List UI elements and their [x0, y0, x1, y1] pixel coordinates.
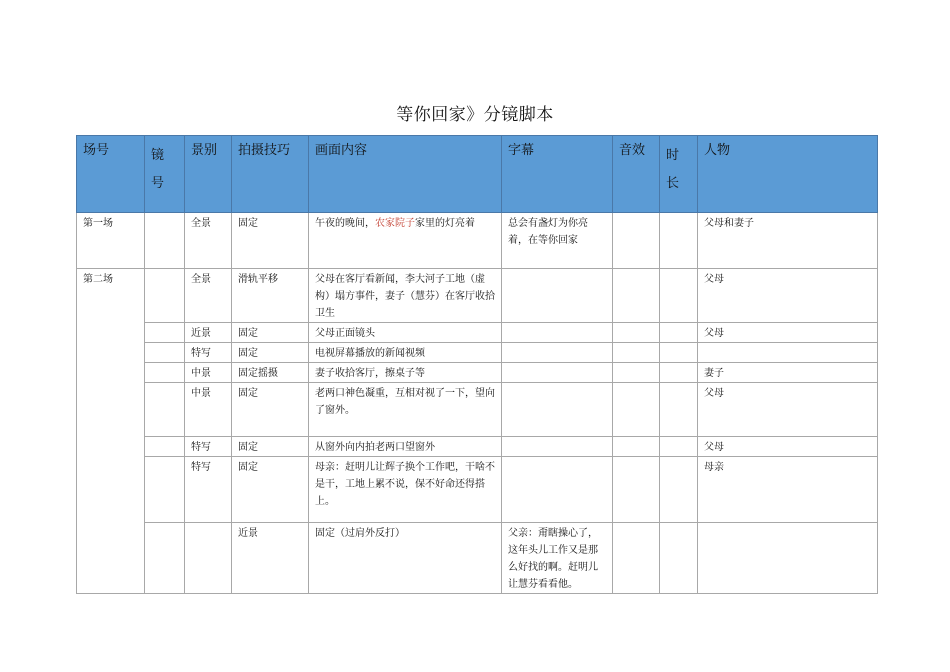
content-cell: 父亲：甭瞎操心了，这年头儿工作又是那么好找的啊。赶明儿让慧芬看看他。 — [502, 523, 613, 594]
header-duration-line2: 长 — [666, 176, 680, 191]
technique-cell: 固定摇摄 — [232, 363, 309, 383]
content-cell — [309, 213, 502, 269]
shot-size-cell: 近景 — [185, 323, 232, 343]
shot-size-cell: 特写 — [185, 457, 232, 523]
scene-cell — [145, 523, 185, 594]
technique-cell: 固定 — [232, 437, 309, 457]
characters-cell: 父母 — [698, 269, 878, 323]
duration-cell — [660, 363, 698, 383]
subtitle-cell — [502, 323, 613, 343]
technique-cell: 固定 — [232, 343, 309, 363]
shot-no-cell — [145, 269, 185, 323]
header-duration — [660, 136, 698, 213]
sound-cell — [613, 269, 660, 323]
duration-cell — [660, 323, 698, 343]
shot-no-cell — [145, 323, 185, 343]
sound-cell — [613, 343, 660, 363]
header-duration-line1: 时 — [666, 148, 680, 163]
shot-no-cell — [145, 457, 185, 523]
shot-size-cell: 特写 — [185, 343, 232, 363]
subtitle-cell — [502, 437, 613, 457]
scene-cell: 第一场 — [77, 213, 145, 269]
table-row — [77, 383, 878, 437]
technique-cell: 固定 — [232, 457, 309, 523]
duration-cell — [660, 343, 698, 363]
sound-cell — [613, 213, 660, 269]
header-shot-size: 景别 — [185, 136, 232, 213]
table-row — [77, 323, 878, 343]
shot-no-cell — [145, 213, 185, 269]
characters-cell: 父母和妻子 — [698, 213, 878, 269]
table-row — [77, 269, 878, 323]
table-row — [77, 523, 878, 594]
table-row — [77, 343, 878, 363]
highlighted-location: 农家院子 — [375, 218, 415, 229]
table-row — [77, 213, 878, 269]
subtitle-cell — [613, 523, 660, 594]
header-subtitle: 字幕 — [502, 136, 613, 213]
content-cell: 母亲：赶明儿让辉子换个工作吧，干啥不是干，工地上累不说，保不好命还得搭上。 — [309, 457, 502, 523]
subtitle-cell — [502, 343, 613, 363]
scene-cell: 第二场 — [77, 269, 145, 594]
header-characters: 人物 — [698, 136, 878, 213]
duration-cell — [660, 457, 698, 523]
table-row — [77, 457, 878, 523]
table-row — [77, 437, 878, 457]
characters-cell: 父母 — [698, 383, 878, 437]
technique-cell: 固定 — [232, 213, 309, 269]
content-cell: 从窗外向内拍老两口望窗外 — [309, 437, 502, 457]
shot-size-cell: 全景 — [185, 213, 232, 269]
header-shot-no-line1: 镜 — [151, 148, 165, 163]
content-cell: 父母在客厅看新闻，李大河子工地（虚构）塌方事件，妻子（慧芬）在客厅收拾卫生 — [309, 269, 502, 323]
shot-no-cell — [145, 437, 185, 457]
duration-cell — [660, 213, 698, 269]
sound-cell — [613, 323, 660, 343]
subtitle-cell — [502, 363, 613, 383]
header-scene-no: 场号 — [77, 136, 145, 213]
shot-no-cell — [145, 343, 185, 363]
shot-size-cell: 特写 — [185, 437, 232, 457]
content-text: 家里的灯亮着 — [415, 218, 475, 229]
duration-cell — [698, 523, 878, 594]
header-row — [77, 136, 878, 213]
characters-cell — [698, 343, 878, 363]
shot-size-cell: 全景 — [185, 269, 232, 323]
table-row — [77, 363, 878, 383]
duration-cell — [660, 269, 698, 323]
header-content: 画面内容 — [309, 136, 502, 213]
technique-cell: 滑轨平移 — [232, 269, 309, 323]
technique-cell: 固定（过肩外反打） — [309, 523, 502, 594]
content-text: 午夜的晚间， — [315, 218, 375, 229]
shot-no-cell — [145, 363, 185, 383]
characters-cell: 妻子 — [698, 363, 878, 383]
page-title: 等你回家》分镜脚本 — [396, 105, 554, 125]
characters-cell: 父母 — [698, 323, 878, 343]
content-cell: 老两口神色凝重，互相对视了一下，望向了窗外。 — [309, 383, 502, 437]
characters-cell: 母亲 — [698, 457, 878, 523]
sound-cell — [613, 363, 660, 383]
duration-cell — [660, 437, 698, 457]
header-shot-no-line2: 号 — [151, 176, 165, 191]
header-shot-no — [145, 136, 185, 213]
subtitle-cell: 总会有盏灯为你亮着，在等你回家 — [502, 213, 613, 269]
technique-cell: 固定 — [232, 323, 309, 343]
duration-cell — [660, 383, 698, 437]
content-cell: 妻子收拾客厅，擦桌子等 — [309, 363, 502, 383]
technique-cell: 固定 — [232, 383, 309, 437]
sound-cell — [613, 437, 660, 457]
subtitle-cell — [502, 269, 613, 323]
shot-size-cell: 中景 — [185, 383, 232, 437]
subtitle-cell — [502, 383, 613, 437]
sound-cell — [613, 383, 660, 437]
subtitle-cell — [502, 457, 613, 523]
header-sound: 音效 — [613, 136, 660, 213]
storyboard-table — [76, 135, 878, 594]
shot-size-cell: 近景 — [232, 523, 309, 594]
characters-cell: 父母 — [698, 437, 878, 457]
content-cell: 电视屏幕播放的新闻视频 — [309, 343, 502, 363]
content-cell: 父母正面镜头 — [309, 323, 502, 343]
shot-no-cell — [145, 383, 185, 437]
shot-no-cell — [185, 523, 232, 594]
shot-size-cell: 中景 — [185, 363, 232, 383]
sound-cell — [660, 523, 698, 594]
header-technique: 拍摄技巧 — [232, 136, 309, 213]
sound-cell — [613, 457, 660, 523]
